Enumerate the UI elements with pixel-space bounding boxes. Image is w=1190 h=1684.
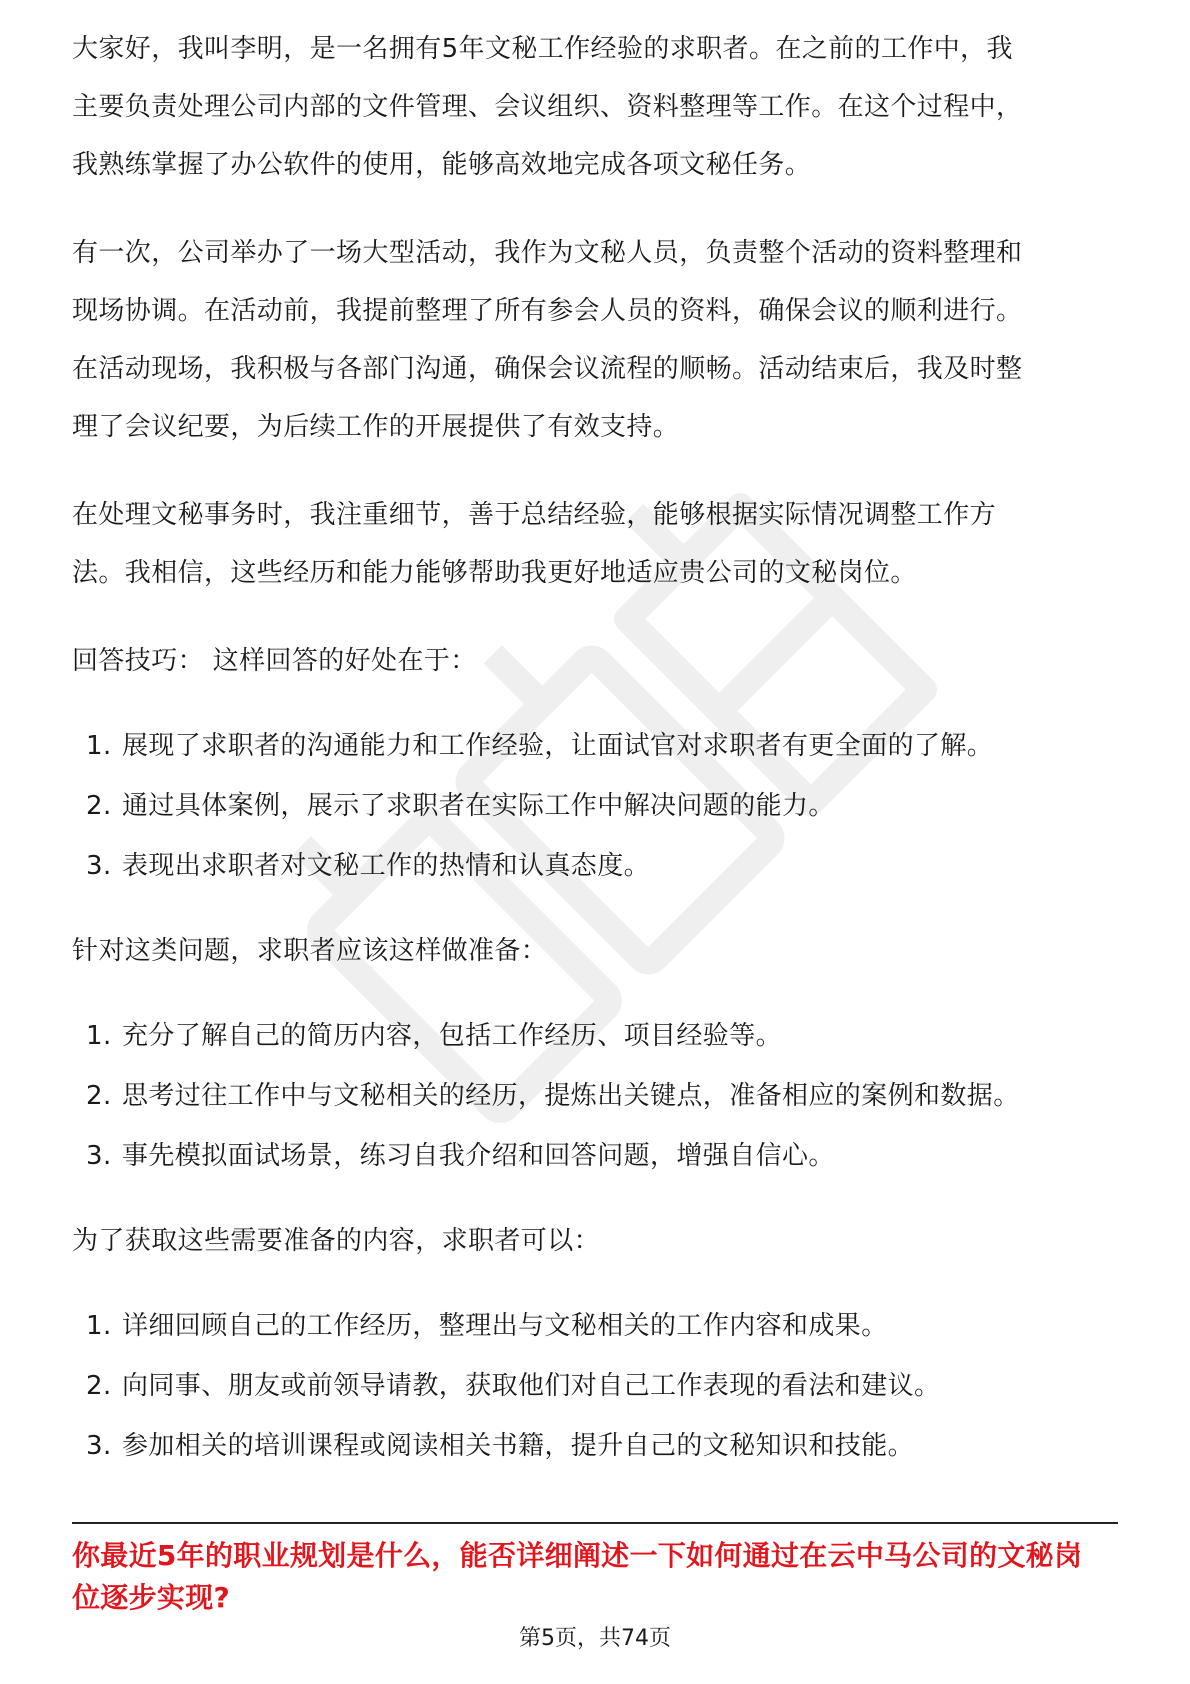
question-line: 你最近5年的职业规划是什么，能否详细阐述一下如何通过在云中马公司的文秘岗 bbox=[72, 1539, 1083, 1572]
text-line: 法。我相信，这些经历和能力能够帮助我更好地适应贵公司的文秘岗位。 bbox=[72, 558, 917, 588]
list-text: 表现出求职者对文秘工作的热情和认真态度。 bbox=[122, 851, 651, 881]
text-line: 在处理文秘事务时，我注重细节，善于总结经验，能够根据实际情况调整工作方 bbox=[72, 500, 997, 530]
list-item bbox=[72, 836, 1118, 896]
tips-list bbox=[72, 716, 1118, 896]
list-text: 详细回顾自己的工作经历，整理出与文秘相关的工作内容和成果。 bbox=[122, 1311, 888, 1341]
text-line: 主要负责处理公司内部的文件管理、会议组织、资料整理等工作。在这个过程中， bbox=[72, 92, 1023, 122]
list-item bbox=[72, 1066, 1118, 1126]
list-number: 2. bbox=[86, 791, 112, 821]
list-text: 思考过往工作中与文秘相关的经历，提炼出关键点，准备相应的案例和数据。 bbox=[122, 1081, 1020, 1111]
list-text: 通过具体案例，展示了求职者在实际工作中解决问题的能力。 bbox=[122, 791, 835, 821]
tips-heading: 回答技巧： 这样回答的好处在于： bbox=[72, 646, 477, 676]
text-line: 在活动现场，我积极与各部门沟通，确保会议流程的顺畅。活动结束后，我及时整 bbox=[72, 354, 1023, 384]
text-line: 大家好，我叫李明，是一名拥有5年文秘工作经验的求职者。在之前的工作中，我 bbox=[72, 34, 1013, 64]
obtain-list bbox=[72, 1296, 1118, 1476]
list-text: 展现了求职者的沟通能力和工作经验，让面试官对求职者有更全面的了解。 bbox=[122, 731, 994, 761]
list-number: 1. bbox=[86, 1021, 112, 1051]
list-item bbox=[72, 1416, 1118, 1476]
text-line: 理了会议纪要，为后续工作的开展提供了有效支持。 bbox=[72, 412, 680, 442]
content-area bbox=[72, 26, 1118, 1502]
obtain-heading: 为了获取这些需要准备的内容，求职者可以： bbox=[72, 1226, 601, 1256]
example-paragraph bbox=[72, 224, 1118, 456]
text-line: 有一次，公司举办了一场大型活动，我作为文秘人员，负责整个活动的资料整理和 bbox=[72, 238, 1023, 268]
list-number: 3. bbox=[86, 1431, 112, 1461]
list-item bbox=[72, 716, 1118, 776]
list-number: 1. bbox=[86, 1311, 112, 1341]
list-number: 1. bbox=[86, 731, 112, 761]
page-number-footer: 第5页，共74页 bbox=[519, 1626, 671, 1651]
list-item bbox=[72, 776, 1118, 836]
list-number: 3. bbox=[86, 1141, 112, 1171]
list-item bbox=[72, 1126, 1118, 1186]
text-line: 现场协调。在活动前，我提前整理了所有参会人员的资料，确保会议的顺利进行。 bbox=[72, 296, 1023, 326]
list-number: 2. bbox=[86, 1371, 112, 1401]
text-line: 我熟练掌握了办公软件的使用，能够高效地完成各项文秘任务。 bbox=[72, 150, 812, 180]
summary-paragraph bbox=[72, 486, 1118, 602]
list-item bbox=[72, 1296, 1118, 1356]
next-question-heading bbox=[72, 1535, 1118, 1619]
list-text: 充分了解自己的简历内容，包括工作经历、项目经验等。 bbox=[122, 1021, 783, 1051]
prep-heading: 针对这类问题，求职者应该这样做准备： bbox=[72, 936, 548, 966]
list-text: 事先模拟面试场景，练习自我介绍和回答问题，增强自信心。 bbox=[122, 1141, 835, 1171]
question-line: 位逐步实现? bbox=[72, 1581, 231, 1614]
intro-paragraph bbox=[72, 20, 1118, 194]
section-divider bbox=[72, 1522, 1118, 1524]
list-item bbox=[72, 1356, 1118, 1416]
list-text: 参加相关的培训课程或阅读相关书籍，提升自己的文秘知识和技能。 bbox=[122, 1431, 915, 1461]
list-text: 向同事、朋友或前领导请教，获取他们对自己工作表现的看法和建议。 bbox=[122, 1371, 941, 1401]
prep-list bbox=[72, 1006, 1118, 1186]
list-number: 2. bbox=[86, 1081, 112, 1111]
list-item bbox=[72, 1006, 1118, 1066]
list-number: 3. bbox=[86, 851, 112, 881]
